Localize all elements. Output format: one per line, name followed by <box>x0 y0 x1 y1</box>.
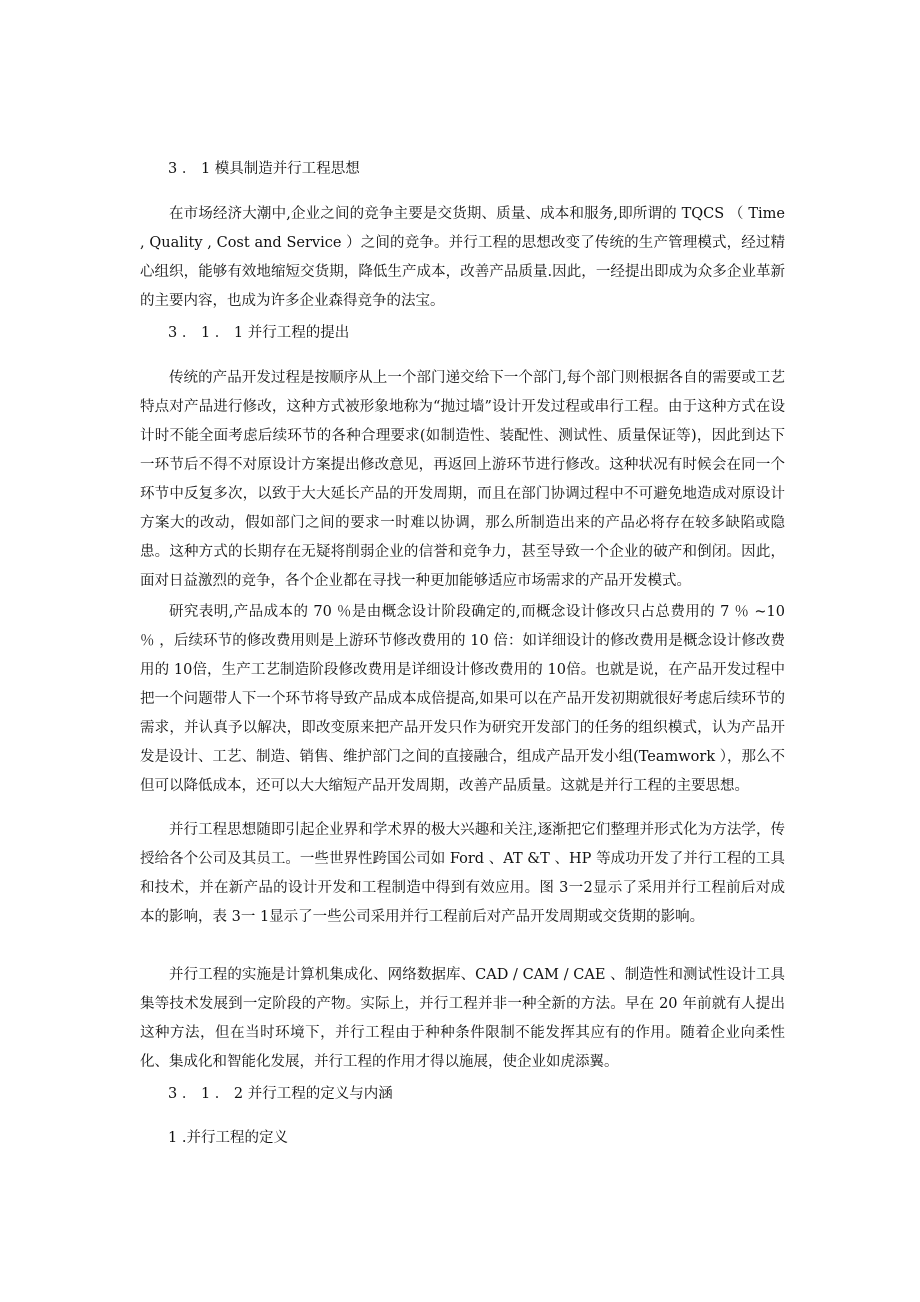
subsection-heading: 3 ． 1 ． 1 并行工程的提出 <box>168 325 350 341</box>
subsection-heading: 3 ． 1 ． 2 并行工程的定义与内涵 <box>168 1086 393 1102</box>
body-paragraph: 并行工程的实施是计算机集成化、网络数据库、CAD / CAM / CAE 、制造性和测试性设计工具集等技术发展到一定阶段的产物。实际上，并行工程并非一种全新的方法。早在 20 年前就有人提出这种方法，但在当时环境下，并行工程由于种种条件限制不能发挥其应有的作用。随着企业向柔性化、集成化和智能化发展，并行工程的作用才得以施展，使企业如虎添翼。 <box>140 967 785 1070</box>
body-paragraph: 在市场经济大潮中,企业之间的竞争主要是交货期、质量、成本和服务,即所谓的 TQCS （ Time , Quality , Cost and Service ）之间的竞争。并行工程的思想改变了传统的生产管理模式，经过精心组织，能够有效地缩短交货期，降低生产成本，改善产品质量.因此，一经提出即成为众多企业革新的主要内容，也成为许多企业森得竞争的法宝。 <box>140 206 785 309</box>
definition-heading: 1 .并行工程的定义 <box>168 1130 288 1146</box>
body-paragraph: 研究表明,产品成本的 70 ％是由概念设计阶段确定的,而概念设计修改只占总费用的 7 ％ ~10 ％ ，后续环节的修改费用则是上游环节修改费用的 10 倍：如详细设计的修改费用是概念设计修改费用的 10倍，生产工艺制造阶段修改费用是详细设计修改费用的 10倍。也就是说，在产品开发过程中把一个问题带人下一个环节将导致产品成本成倍提高,如果可以在产品开发初期就很好考虑后续环节的需求，并认真予以解决，即改变原来把产品开发只作为研究开发部门的任务的组织模式，认为产品开发是设计、工艺、制造、销售、维护部门之间的直接融合，组成产品开发小组(Teamwork ），那么不但可以降低成本，还可以大大缩短产品开发周期，改善产品质量。这就是并行工程的主要思想。 <box>140 604 785 794</box>
section-heading: 3 ． 1 模具制造并行工程思想 <box>168 161 360 177</box>
body-paragraph: 并行工程思想随即引起企业界和学术界的极大兴趣和关注,逐渐把它们整理并形式化为方法学，传授给各个公司及其员工。一些世界性跨国公司如 Ford 、AT &T 、HP 等成功开发了并行工程的工具和技术，并在新产品的设计开发和工程制造中得到有效应用。图 3一2显示了采用并行工程前后对成本的影响，表 3一 1显示了一些公司采用并行工程前后对产品开发周期或交货期的影响。 <box>140 822 785 925</box>
body-paragraph: 传统的产品开发过程是按顺序从上一个部门递交给下一个部门,每个部门则根据各自的需要或工艺特点对产品进行修改，这种方式被形象地称为“抛过墙”设计开发过程或串行工程。由于这种方式在设计时不能全面考虑后续环节的各种合理要求(如制造性、装配性、测试性、质量保证等)，因此到达下一环节后不得不对原设计方案提出修改意见，再返回上游环节进行修改。这种状况有时候会在同一个环节中反复多次，以致于大大延长产品的开发周期，而且在部门协调过程中不可避免地造成对原设计方案大的改动，假如部门之间的要求一时难以协调，那么所制造出来的产品必将存在较多缺陷或隐患。这种方式的长期存在无疑将削弱企业的信誉和竞争力，甚至导致一个企业的破产和倒闭。因此，面对日益激烈的竞争，各个企业都在寻找一种更加能够适应市场需求的产品开发模式。 <box>140 370 785 589</box>
